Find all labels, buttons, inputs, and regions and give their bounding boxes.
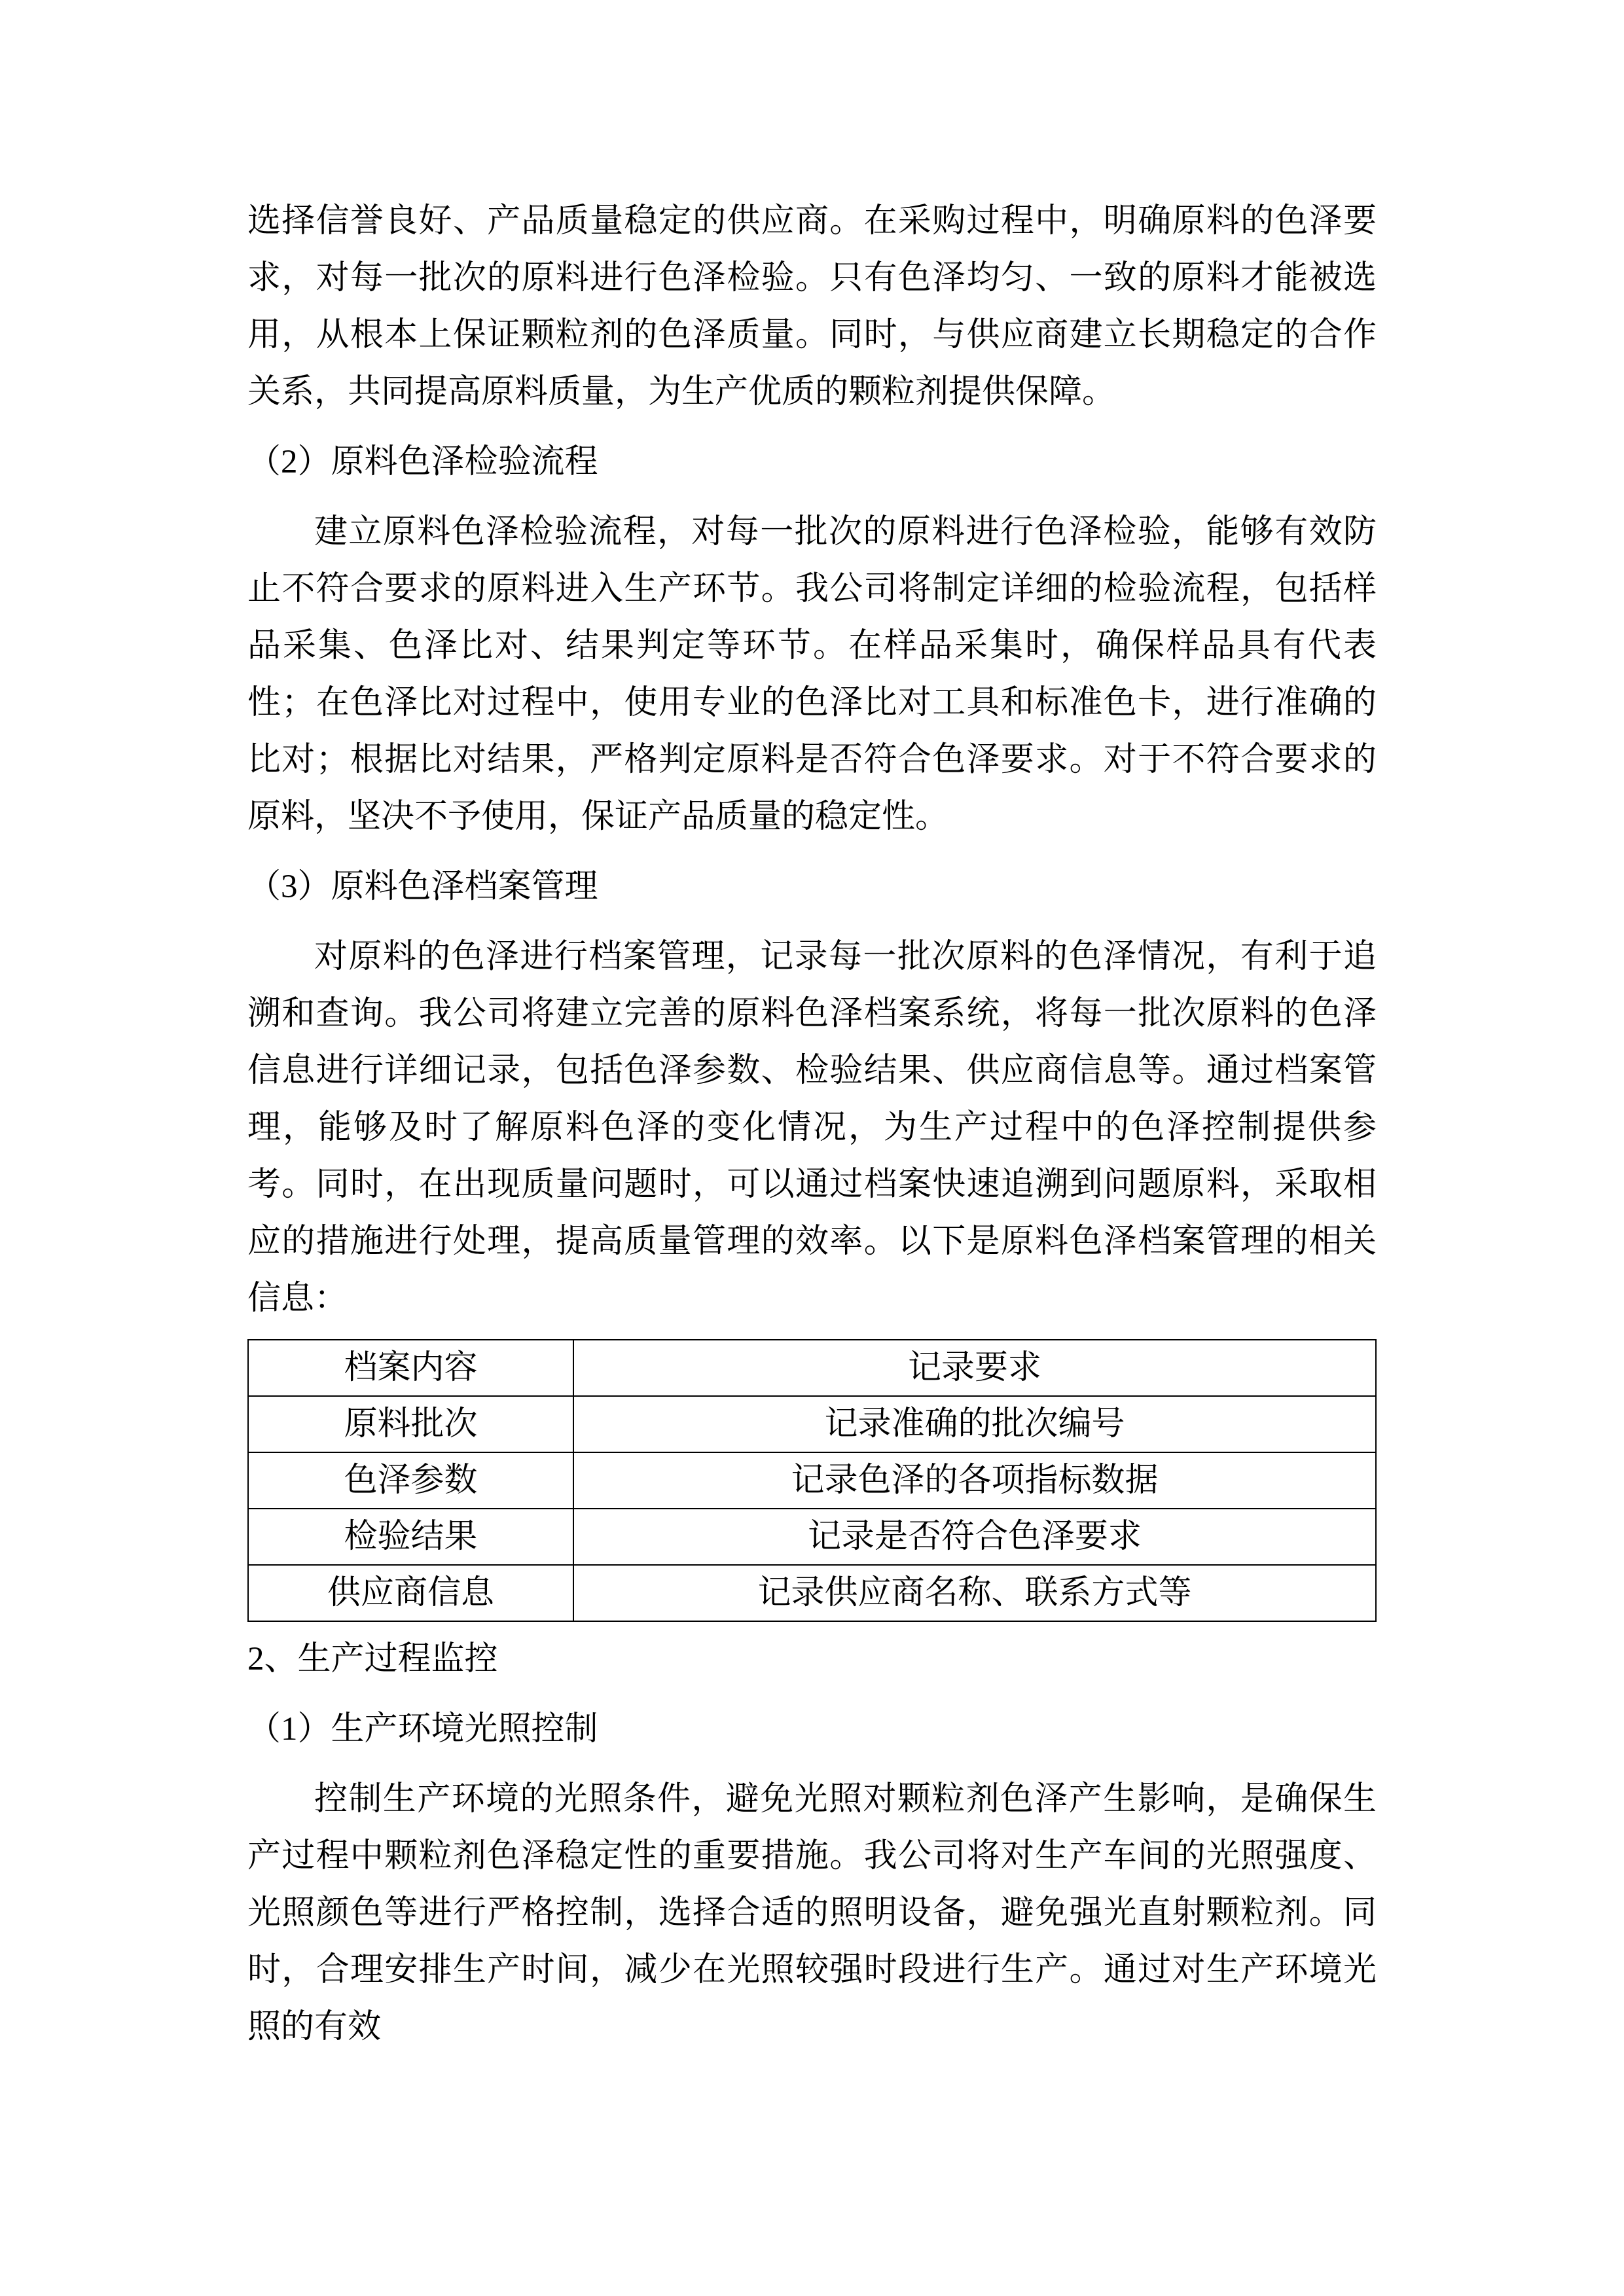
table-header-row — [248, 1340, 1376, 1396]
heading-inspection-process: （2）原料色泽检验流程 — [247, 444, 598, 480]
table-row — [248, 1565, 1376, 1621]
heading-production-monitoring: 2、生产过程监控 — [247, 1641, 498, 1677]
table-cell-label: 检验结果 — [248, 1509, 573, 1565]
paragraph-supplier-selection: 选择信誉良好、产品质量稳定的供应商。在采购过程中，明确原料的色泽要求，对每一批次的原料进行色泽检验。只有色泽均匀、一致的原料才能被选用，从根本上保证颗粒剂的色泽质量。同时，与供应商建立长期稳定的合作关系，共同提高原料质量，为生产优质的颗粒剂提供保障。 — [247, 203, 1377, 410]
table-header-record-requirement: 记录要求 — [573, 1340, 1376, 1396]
table-cell-value: 记录色泽的各项指标数据 — [573, 1452, 1376, 1509]
document-body — [247, 193, 1377, 2056]
table-cell-label: 供应商信息 — [248, 1565, 573, 1621]
table-cell-value: 记录准确的批次编号 — [573, 1396, 1376, 1452]
table-cell-label: 色泽参数 — [248, 1452, 573, 1509]
table-row — [248, 1509, 1376, 1565]
table-cell-value: 记录是否符合色泽要求 — [573, 1509, 1376, 1565]
table-row — [248, 1452, 1376, 1509]
heading-light-control: （1）生产环境光照控制 — [247, 1711, 598, 1748]
table-cell-value: 记录供应商名称、联系方式等 — [573, 1565, 1376, 1621]
table-cell-label: 原料批次 — [248, 1396, 573, 1452]
paragraph-light-control: 控制生产环境的光照条件，避免光照对颗粒剂色泽产生影响，是确保生产过程中颗粒剂色泽稳定性的重要措施。我公司将对生产车间的光照强度、光照颜色等进行严格控制，选择合适的照明设备，避免强光直射颗粒剂。同时，合理安排生产时间，减少在光照较强时段进行生产。通过对生产环境光照的有效 — [247, 1781, 1377, 2045]
paragraph-archive-management: 对原料的色泽进行档案管理，记录每一批次原料的色泽情况，有利于追溯和查询。我公司将建立完善的原料色泽档案系统，将每一批次原料的色泽信息进行详细记录，包括色泽参数、检验结果、供应商信息等。通过档案管理，能够及时了解原料色泽的变化情况，为生产过程中的色泽控制提供参考。同时，在出现质量问题时，可以通过档案快速追溯到问题原料，采取相应的措施进行处理，提高质量管理的效率。以下是原料色泽档案管理的相关信息： — [247, 939, 1377, 1317]
archive-info-table — [247, 1339, 1377, 1622]
table-row — [248, 1396, 1376, 1452]
paragraph-inspection-process: 建立原料色泽检验流程，对每一批次的原料进行色泽检验，能够有效防止不符合要求的原料进入生产环节。我公司将制定详细的检验流程，包括样品采集、色泽比对、结果判定等环节。在样品采集时，确保样品具有代表性；在色泽比对过程中，使用专业的色泽比对工具和标准色卡，进行准确的比对；根据比对结果，严格判定原料是否符合色泽要求。对于不符合要求的原料，坚决不予使用，保证产品质量的稳定性。 — [247, 514, 1377, 835]
heading-archive-management: （3）原料色泽档案管理 — [247, 869, 598, 905]
table-header-archive-content: 档案内容 — [248, 1340, 573, 1396]
